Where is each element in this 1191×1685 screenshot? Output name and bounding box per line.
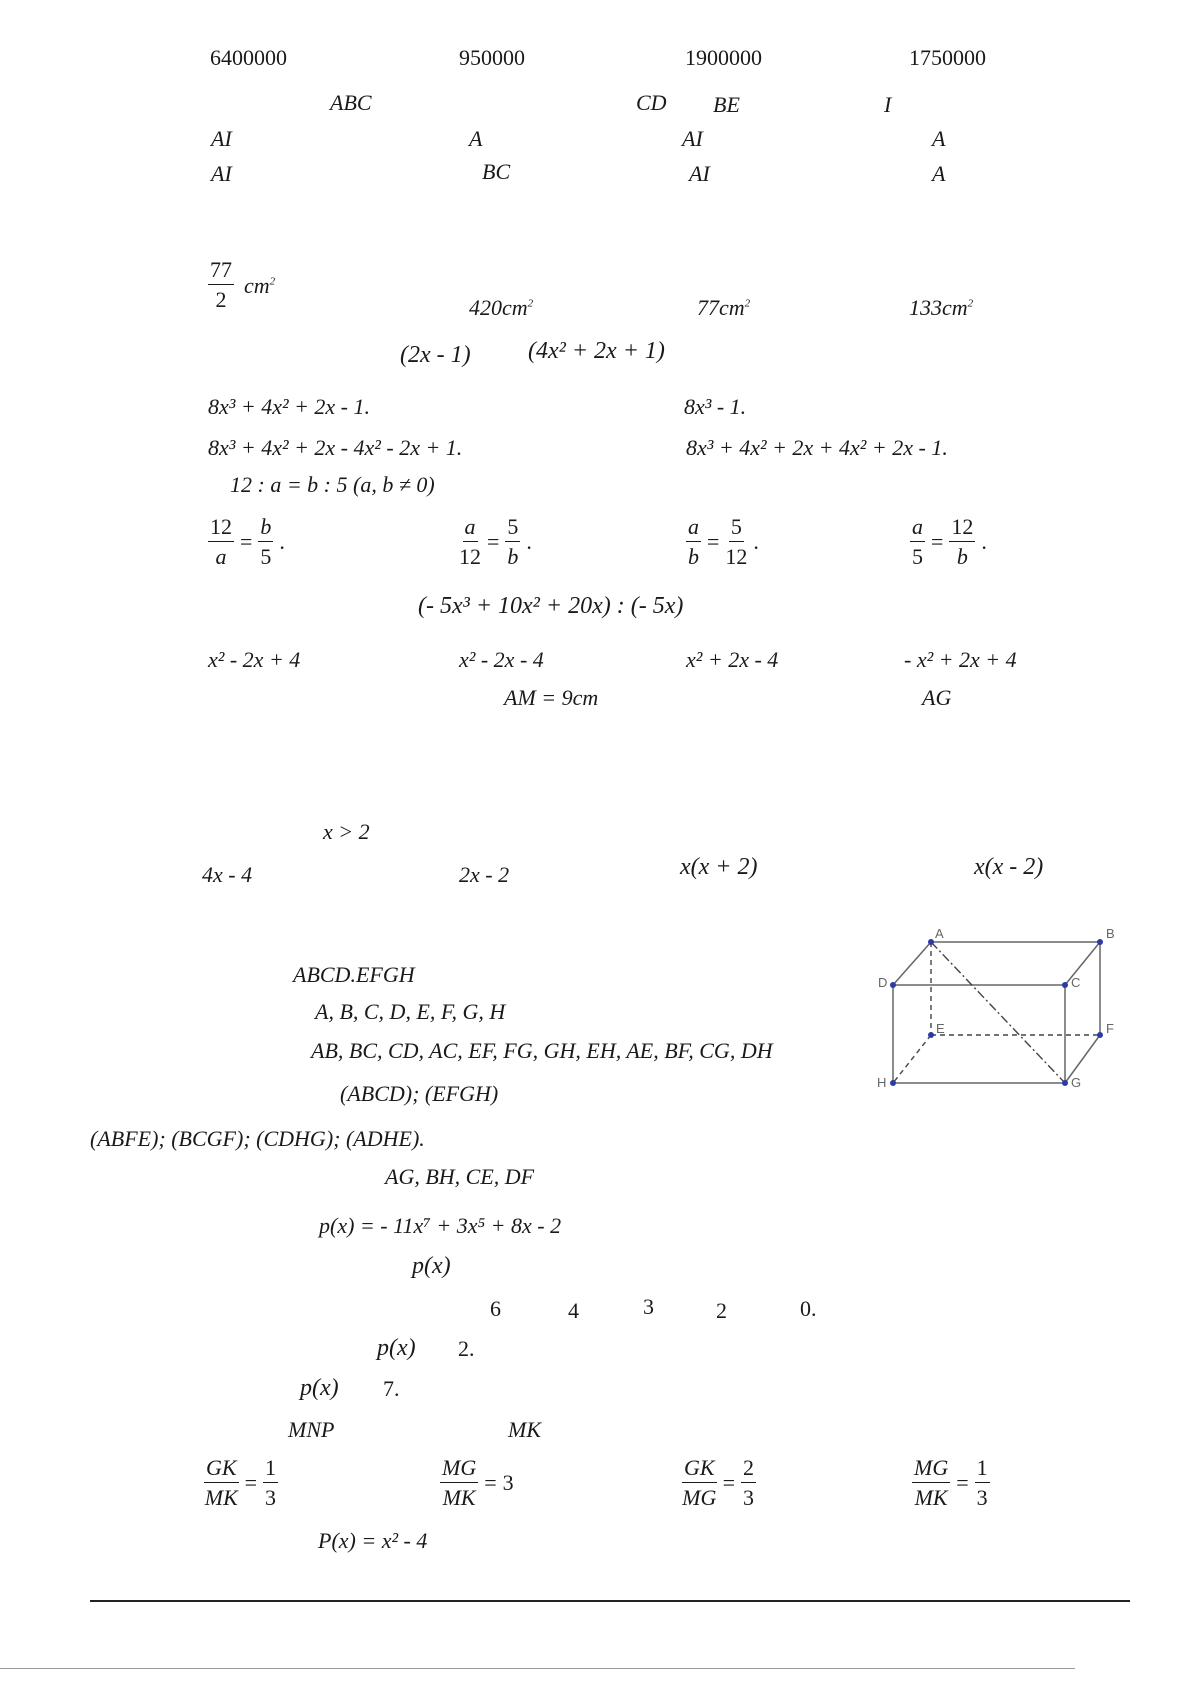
q5-option-a: $\frac{12}{a}$ = $\frac{b}{5}$ . — [210, 514, 285, 570]
q11-stem-mnp: MNP — [288, 1417, 335, 1442]
q11-option-b-right: 3 — [502, 1470, 514, 1496]
q2-stem-be: BE — [713, 92, 740, 117]
q6-option-d: - x² + 2x + 4 — [904, 647, 1017, 672]
q10-degree-4: 4 — [568, 1298, 579, 1323]
q3-option-a-denominator: 2 — [215, 287, 227, 313]
edge-eh-hidden — [893, 1035, 931, 1083]
q2-option-d-2: A — [932, 161, 946, 186]
vertex-c — [1062, 982, 1068, 988]
q11-option-d-left: $\frac{MG}{MK}$ — [914, 1455, 949, 1511]
q2-option-c-1: AI — [211, 161, 232, 186]
q2-option-a-1: AI — [211, 126, 232, 151]
q2-option-b-2: A — [932, 126, 946, 151]
q4-option-c: 8x³ + 4x² + 2x - 4x² - 2x + 1. — [208, 435, 463, 460]
q2-option-a-2: A — [469, 126, 483, 151]
cuboid-figure — [875, 925, 1130, 1095]
q5-option-a-left: $\frac{12}{a}$ — [210, 514, 232, 570]
q10-degree-0: 0. — [800, 1296, 817, 1321]
q11-option-b-left: $\frac{MG}{MK}$ — [442, 1455, 477, 1511]
label-g: G — [1071, 1075, 1082, 1090]
q2-option-b-1: AI — [682, 126, 703, 151]
q4-option-d: 8x³ + 4x² + 2x + 4x² + 2x - 1. — [686, 435, 948, 460]
q10-px: p(x) — [412, 1253, 451, 1279]
q7-am: AM = 9cm — [504, 685, 599, 710]
q8-option-a: 4x - 4 — [202, 862, 253, 887]
q3-option-a-unit: $cm^2$ — [244, 273, 276, 298]
q8-condition: x > 2 — [323, 819, 370, 844]
label-d: D — [878, 975, 888, 990]
q1-option-b: 950000 — [459, 45, 525, 70]
q5-option-d: $\frac{a}{5}$ = $\frac{12}{b}$ . — [912, 514, 987, 570]
q3-option-d: $133cm^2$ — [909, 295, 974, 320]
q2-option-c-2: BC — [482, 159, 511, 184]
q2-stem-i: I — [884, 92, 892, 117]
q1-option-a: 6400000 — [210, 45, 287, 70]
q5-option-b-left: $\frac{a}{12}$ — [459, 514, 481, 570]
q3-option-b: $420cm^2$ — [469, 295, 534, 320]
q7-ag: AG — [922, 685, 952, 710]
q10-degree-2: 2 — [716, 1298, 727, 1323]
diagonal-ag — [931, 942, 1065, 1083]
q2-stem-cd: CD — [636, 90, 667, 115]
q4-stem-factor-1: (2x - 1) — [400, 342, 471, 368]
q4-option-a: 8x³ + 4x² + 2x - 1. — [208, 394, 371, 419]
q4-option-b: 8x³ - 1. — [684, 394, 747, 419]
q10-px-2: p(x) — [377, 1335, 416, 1361]
q9-faces-1: (ABCD); (EFGH) — [340, 1081, 499, 1106]
q4-stem-factor-2: (4x² + 2x + 1) — [528, 338, 665, 364]
q11-option-a-right: $\frac{1}{3}$ — [264, 1455, 276, 1511]
q10-degree-3: 3 — [643, 1294, 654, 1319]
q2-option-d-1: AI — [689, 161, 710, 186]
q11-stem-mk: MK — [508, 1417, 541, 1442]
q8-option-d: x(x - 2) — [974, 854, 1044, 880]
vertex-d — [890, 982, 896, 988]
q6-option-a: x² - 2x + 4 — [208, 647, 301, 672]
vertex-f — [1097, 1032, 1103, 1038]
label-f: F — [1106, 1021, 1114, 1036]
q12-polynomial: P(x) = x² - 4 — [318, 1528, 428, 1553]
q5-option-b-right: $\frac{5}{b}$ — [507, 514, 519, 570]
q5-option-c: $\frac{a}{b}$ = $\frac{5}{12}$ . — [688, 514, 759, 570]
q9-solid-name: ABCD.EFGH — [293, 962, 415, 987]
q6-option-c: x² + 2x - 4 — [686, 647, 779, 672]
q9-faces-2: (ABFE); (BCGF); (CDHG); (ADHE). — [90, 1126, 425, 1151]
q11-option-c: $\frac{GK}{MG}$ = $\frac{2}{3}$ — [682, 1455, 754, 1511]
vertex-h — [890, 1080, 896, 1086]
label-e: E — [936, 1021, 945, 1036]
edge-ad — [893, 942, 931, 985]
q8-option-c: x(x + 2) — [680, 854, 758, 880]
q5-option-d-right: $\frac{12}{b}$ — [951, 514, 974, 570]
q9-edges: AB, BC, CD, AC, EF, FG, GH, EH, AE, BF, CG, DH — [311, 1038, 773, 1063]
q6-stem: (- 5x³ + 10x² + 20x) : (- 5x) — [418, 593, 684, 619]
q11-option-a-left: $\frac{GK}{MK}$ — [204, 1455, 238, 1511]
page-bottom-rule — [90, 1600, 1130, 1602]
q11-option-c-left: $\frac{GK}{MG}$ — [682, 1455, 717, 1511]
footer-rule — [0, 1668, 1075, 1669]
q10-degree-6: 6 — [490, 1296, 501, 1321]
q10-value-2: 2. — [458, 1336, 475, 1361]
vertex-e — [928, 1032, 934, 1038]
q3-option-a-fraction — [208, 258, 234, 312]
q11-option-c-right: $\frac{2}{3}$ — [742, 1455, 754, 1511]
label-h: H — [877, 1075, 887, 1090]
q5-stem: 12 : a = b : 5 (a, b ≠ 0) — [230, 472, 435, 497]
q5-option-c-right: $\frac{5}{12}$ — [725, 514, 748, 570]
q10-polynomial: p(x) = - 11x⁷ + 3x⁵ + 8x - 2 — [319, 1213, 562, 1238]
q8-option-b: 2x - 2 — [459, 862, 510, 887]
vertex-a — [928, 939, 934, 945]
q1-option-d: 1750000 — [909, 45, 986, 70]
q5-option-d-left: $\frac{a}{5}$ — [912, 514, 923, 570]
q2-stem-abc: ABC — [330, 90, 372, 115]
q10-value-7: 7. — [383, 1376, 400, 1401]
label-a: A — [935, 926, 944, 941]
q10-px-3: p(x) — [300, 1375, 339, 1401]
vertex-g — [1062, 1080, 1068, 1086]
q3-option-c: $77cm^2$ — [697, 295, 751, 320]
q1-option-c: 1900000 — [685, 45, 762, 70]
q9-diagonals: AG, BH, CE, DF — [385, 1164, 535, 1189]
q5-option-a-right: $\frac{b}{5}$ — [260, 514, 272, 570]
label-b: B — [1106, 926, 1115, 941]
q11-option-d: $\frac{MG}{MK}$ = $\frac{1}{3}$ — [914, 1455, 988, 1511]
label-c: C — [1071, 975, 1081, 990]
q5-option-c-left: $\frac{a}{b}$ — [688, 514, 699, 570]
q11-option-b: $\frac{MG}{MK}$ = 3 — [442, 1455, 514, 1511]
q6-option-b: x² - 2x - 4 — [459, 647, 544, 672]
vertex-b — [1097, 939, 1103, 945]
q3-option-a-numerator: 77 — [208, 258, 234, 285]
q9-vertices: A, B, C, D, E, F, G, H — [315, 999, 506, 1024]
q5-option-b: $\frac{a}{12}$ = $\frac{5}{b}$ . — [459, 514, 532, 570]
q11-option-d-right: $\frac{1}{3}$ — [976, 1455, 988, 1511]
q11-option-a: $\frac{GK}{MK}$ = $\frac{1}{3}$ — [204, 1455, 276, 1511]
